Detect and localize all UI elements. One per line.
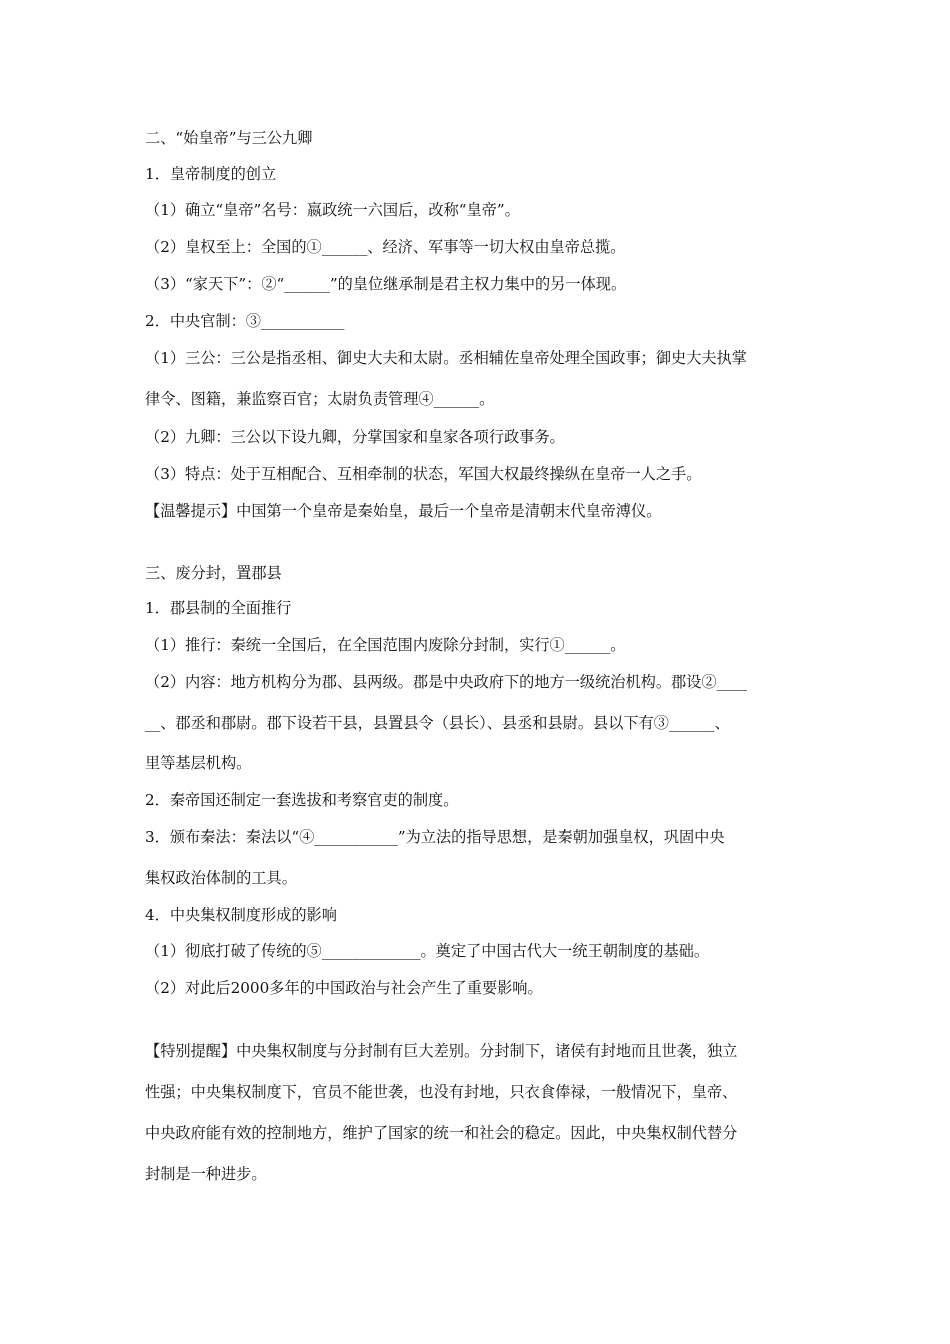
paragraph: 3．颁布秦法：秦法以“④___________”为立法的指导思想，是秦朝加强皇权，巩固中央 xyxy=(145,828,725,846)
subsection-title: 1．郡县制的全面推行 xyxy=(145,599,292,617)
subsection-title: 2．中央官制：③___________ xyxy=(145,312,345,330)
paragraph: （1）彻底打破了传统的⑤_____________。奠定了中国古代大一统王朝制度的基础。 xyxy=(145,942,710,960)
paragraph: （2）皇权至上：全国的①______、经济、军事等一切大权由皇帝总揽。 xyxy=(145,238,626,256)
paragraph: （1）三公：三公是指丞相、御史大夫和太尉。丞相辅佐皇帝处理全国政事；御史大夫执掌 xyxy=(145,349,747,367)
paragraph: （2）对此后2000多年的中国政治与社会产生了重要影响。 xyxy=(145,979,543,997)
paragraph: 集权政治体制的工具。 xyxy=(145,869,297,887)
paragraph: 律令、图籍，兼监察百官；太尉负责管理④______。 xyxy=(145,390,495,408)
paragraph: （2）九卿：三公以下设九卿，分掌国家和皇家各项行政事务。 xyxy=(145,428,565,446)
paragraph: （1）确立“皇帝”名号：嬴政统一六国后，改称“皇帝”。 xyxy=(145,201,520,219)
section-heading: 三、废分封，置郡县 xyxy=(145,564,282,582)
paragraph: 里等基层机构。 xyxy=(145,754,252,772)
paragraph: （2）内容：地方机构分为郡、县两级。郡是中央政府下的地方一级统治机构。郡设②____ xyxy=(145,673,747,691)
paragraph: 2．秦帝国还制定一套选拔和考察官吏的制度。 xyxy=(145,791,459,809)
subsection-title: 1．皇帝制度的创立 xyxy=(145,165,277,183)
paragraph: __、郡丞和郡尉。郡下设若干县，县置县令（县长）、县丞和县尉。县以下有③______、 xyxy=(145,714,730,732)
tip-note: 【温馨提示】中国第一个皇帝是秦始皇，最后一个皇帝是清朝末代皇帝溥仪。 xyxy=(145,502,662,520)
section-heading: 二、“始皇帝”与三公九卿 xyxy=(145,129,313,147)
paragraph: （3）特点：处于互相配合、互相牵制的状态，军国大权最终操纵在皇帝一人之手。 xyxy=(145,465,702,483)
reminder-note: 中央政府能有效的控制地方，维护了国家的统一和社会的稳定。因此，中央集权制代替分 xyxy=(145,1124,738,1142)
reminder-note: 【特别提醒】中央集权制度与分封制有巨大差别。分封制下，诸侯有封地而且世袭，独立 xyxy=(145,1042,738,1060)
reminder-note: 性强；中央集权制度下，官员不能世袭，也没有封地，只衣食俸禄，一般情况下，皇帝、 xyxy=(145,1083,738,1101)
paragraph: （1）推行：秦统一全国后，在全国范围内废除分封制，实行①______。 xyxy=(145,636,626,654)
subsection-title: 4．中央集权制度形成的影响 xyxy=(145,906,337,924)
reminder-note: 封制是一种进步。 xyxy=(145,1165,267,1183)
paragraph: （3）“家天下”：②“______”的皇位继承制是君主权力集中的另一体现。 xyxy=(145,275,627,293)
